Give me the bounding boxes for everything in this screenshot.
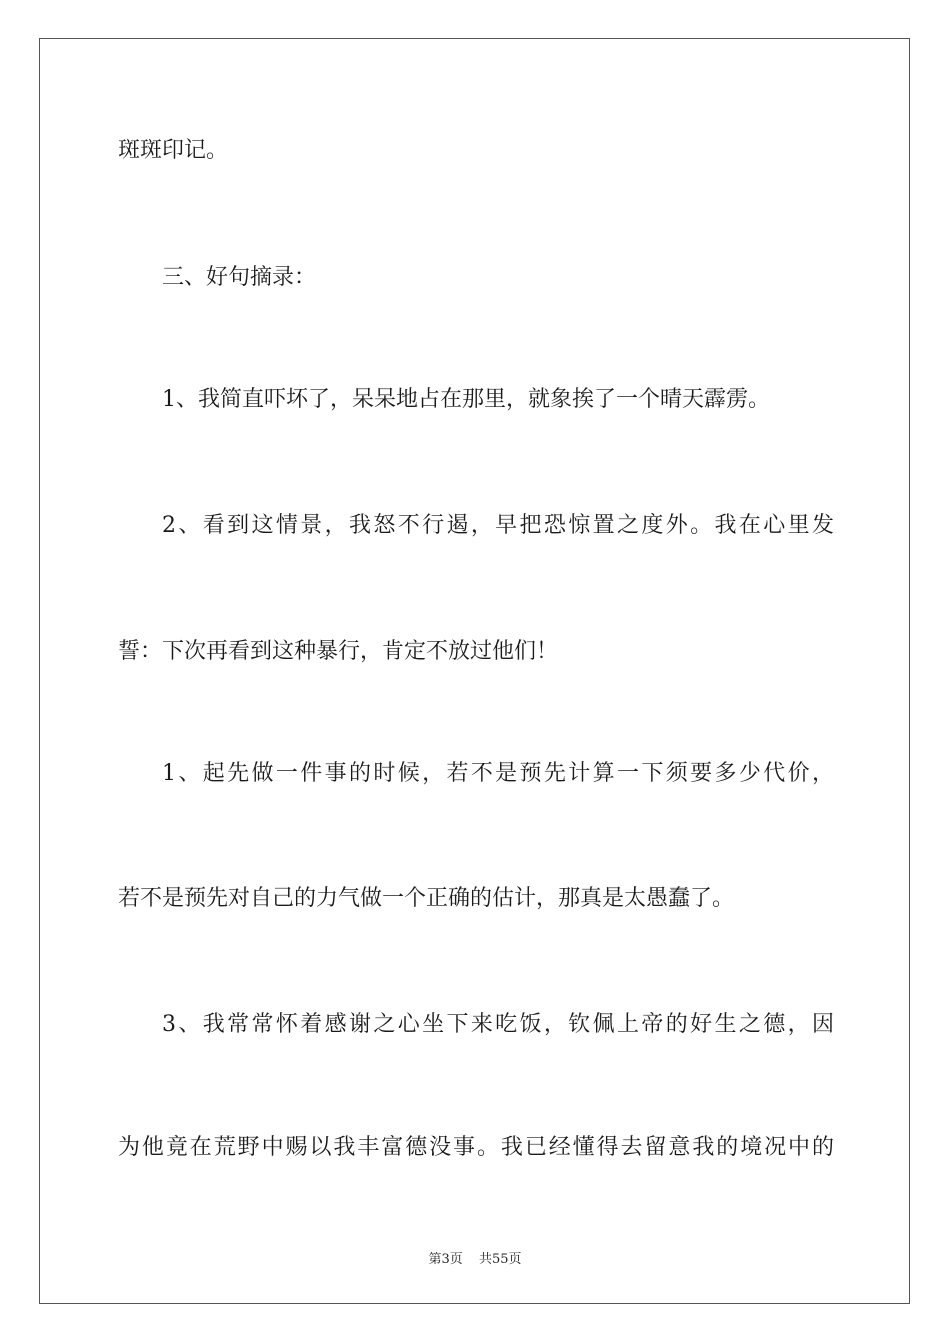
text-line: 若不是预先对自己的力气做一个正确的估计，那真是太愚蠢了。	[118, 886, 735, 911]
page-footer	[0, 1248, 950, 1267]
text-line: 1、起先做一件事的时候，若不是预先计算一下须要多少代价，	[162, 761, 834, 786]
text-line: 2、看到这情景，我怒不行遏，早把恐惊置之度外。我在心里发	[162, 513, 834, 538]
text-line: 3、我常常怀着感谢之心坐下来吃饭，钦佩上帝的好生之德，因	[162, 1012, 834, 1037]
section-heading: 三、好句摘录：	[162, 265, 317, 290]
page-total: 共55页	[478, 1252, 522, 1267]
page-number: 第3页	[428, 1252, 463, 1267]
page-border	[39, 38, 910, 1304]
text-line: 誓：下次再看到这种暴行，肯定不放过他们！	[118, 639, 559, 664]
text-line: 1、我简直吓坏了，呆呆地占在那里，就象挨了一个晴天霹雳。	[162, 387, 770, 412]
text-line: 为他竟在荒野中赐以我丰富德没事。我已经懂得去留意我的境况中的	[118, 1135, 834, 1160]
text-line: 斑斑印记。	[118, 138, 229, 163]
